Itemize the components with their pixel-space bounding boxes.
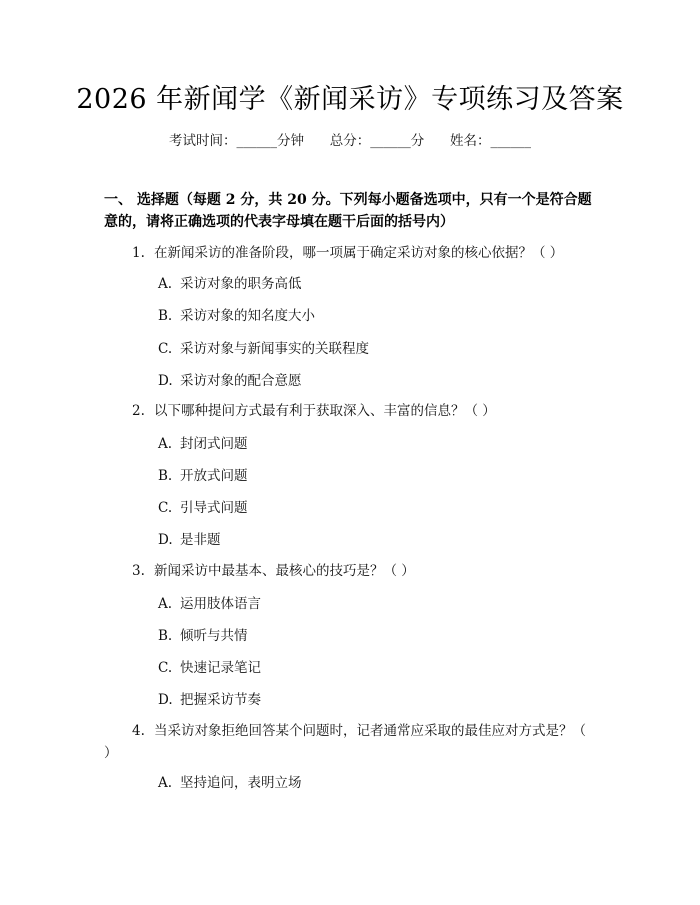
option-letter: D. [158, 373, 173, 389]
question-text: 在新闻采访的准备阶段，哪一项属于确定采访对象的核心依据？（ ） [154, 245, 564, 261]
option-letter: A. [158, 775, 173, 791]
option-text: 运用肢体语言 [180, 596, 261, 612]
option-2a [158, 434, 588, 454]
option-3c [158, 658, 588, 678]
section-heading: 一、 选择题（每题 2 分，共 20 分。下列每小题备选项中，只有一个是符合题意的，请将正确选项的代表字母填在题干后面的括号内） [104, 192, 592, 230]
page-title: 2026 年新闻学《新闻采访》专项练习及答案 [76, 84, 624, 115]
option-2d [158, 530, 588, 550]
option-1b [158, 306, 588, 326]
option-2b [158, 466, 588, 486]
option-letter: D. [158, 692, 173, 708]
option-3b [158, 626, 588, 646]
option-text: 倾听与共情 [180, 628, 248, 644]
question-1 [104, 242, 594, 264]
question-number: 3. [132, 563, 145, 579]
option-3a [158, 594, 588, 614]
option-text: 采访对象的配合意愿 [180, 373, 302, 389]
question-number: 4. [132, 723, 145, 739]
option-4a [158, 773, 588, 793]
option-text: 是非题 [180, 532, 221, 548]
option-letter: D. [158, 532, 173, 548]
question-number: 1. [132, 245, 145, 261]
question-3 [104, 560, 594, 582]
option-text: 快速记录笔记 [180, 660, 261, 676]
option-text: 开放式问题 [180, 468, 248, 484]
option-1a [158, 274, 588, 294]
question-text: 新闻采访中最基本、最核心的技巧是？（ ） [154, 563, 415, 579]
option-letter: C. [158, 500, 173, 516]
option-letter: B. [158, 468, 173, 484]
option-2c [158, 498, 588, 518]
option-letter: A. [158, 276, 173, 292]
option-1d [158, 371, 588, 391]
option-text: 封闭式问题 [180, 436, 248, 452]
exam-meta-line: 考试时间：______分钟 总分：______分 姓名：______ [169, 133, 531, 149]
option-letter: C. [158, 660, 173, 676]
option-letter: B. [158, 308, 173, 324]
question-2 [104, 400, 594, 422]
option-text: 把握采访节奏 [180, 692, 261, 708]
option-text: 引导式问题 [180, 500, 248, 516]
question-4 [104, 720, 590, 764]
option-letter: A. [158, 436, 173, 452]
option-1c [158, 339, 588, 359]
option-letter: A. [158, 596, 173, 612]
question-text: 以下哪种提问方式最有利于获取深入、丰富的信息？（ ） [154, 403, 496, 419]
option-text: 坚持追问，表明立场 [180, 775, 302, 791]
question-number: 2. [132, 403, 145, 419]
option-text: 采访对象与新闻事实的关联程度 [180, 341, 369, 357]
option-text: 采访对象的知名度大小 [180, 308, 315, 324]
option-3d [158, 690, 588, 710]
question-text: 当采访对象拒绝回答某个问题时，记者通常应采取的最佳应对方式是？（ ） [104, 723, 586, 761]
option-letter: B. [158, 628, 173, 644]
option-letter: C. [158, 341, 173, 357]
option-text: 采访对象的职务高低 [180, 276, 302, 292]
